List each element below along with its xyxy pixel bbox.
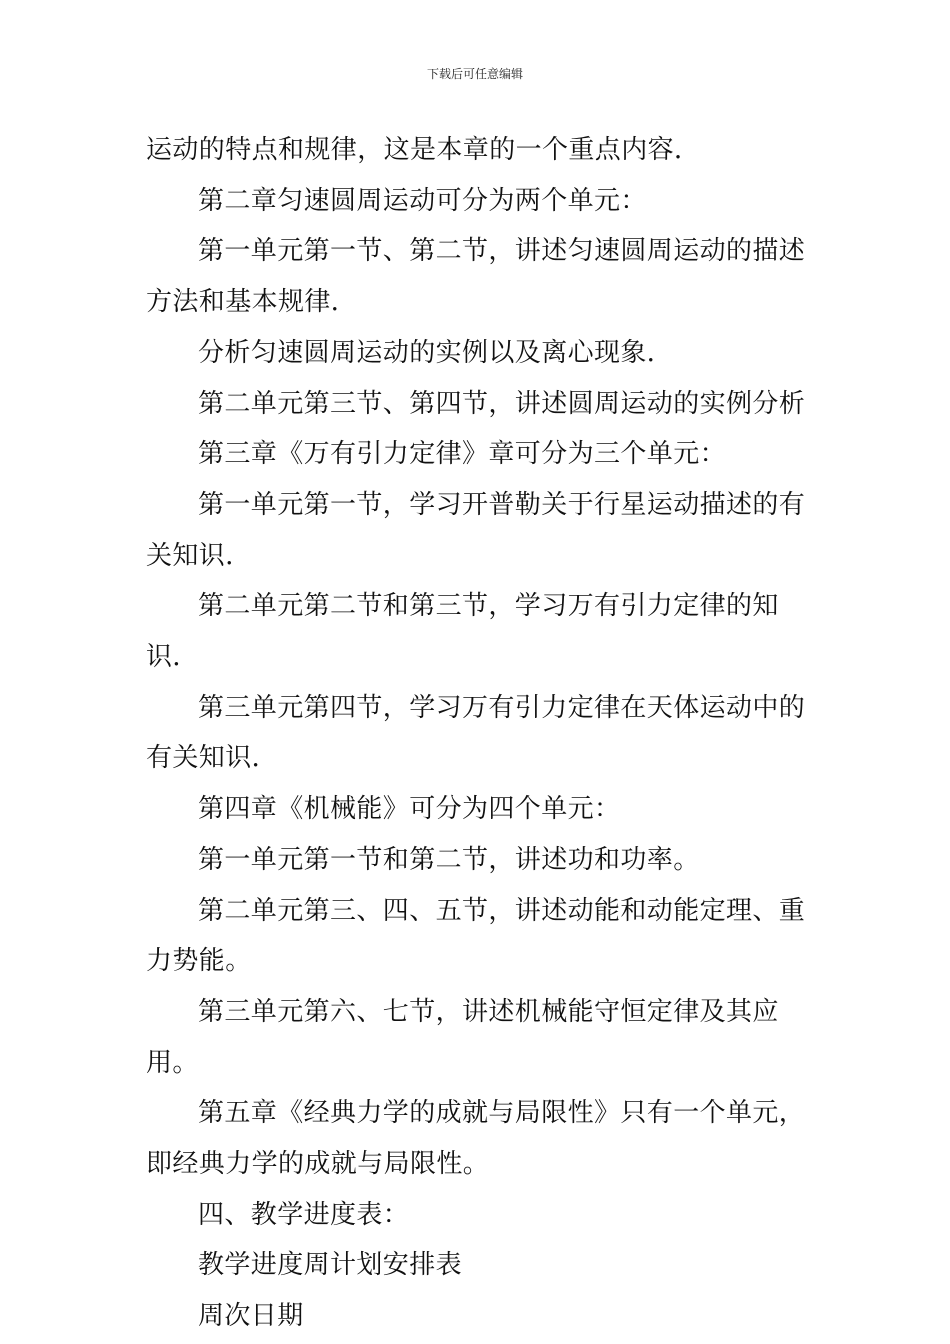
paragraph-16: 教学进度周计划安排表	[198, 1250, 463, 1281]
paragraph-14: 第五章《经典力学的成就与局限性》只有一个单元，即经典力学的成就与局限性。	[146, 1098, 806, 1180]
paragraph-12: 第二单元第三、四、五节，讲述动能和动能定理、重力势能。	[146, 895, 806, 977]
paragraph-3: 第一单元第一节、第二节，讲述匀速圆周运动的描述方法和基本规律．	[146, 236, 806, 318]
paragraph-8: 第二单元第二节和第三节，学习万有引力定律的知识．	[146, 591, 779, 673]
paragraph-2: 第二章匀速圆周运动可分为两个单元：	[198, 185, 647, 216]
paragraph-9: 第三单元第四节，学习万有引力定律在天体运动中的有关知识．	[146, 692, 806, 774]
paragraph-6: 第三章《万有引力定律》章可分为三个单元：	[198, 439, 727, 470]
paragraph-10: 第四章《机械能》可分为四个单元：	[198, 794, 621, 825]
paragraph-15: 四、教学进度表：	[198, 1199, 410, 1230]
document-body	[146, 125, 806, 1342]
page-header: 下载后可任意编辑	[426, 67, 523, 81]
paragraph-5: 第二单元第三节、第四节，讲述圆周运动的实例分析	[198, 388, 806, 419]
paragraph-17: 周次日期	[198, 1301, 304, 1332]
paragraph-7: 第一单元第一节，学习开普勒关于行星运动描述的有关知识．	[146, 489, 806, 571]
paragraph-1: 运动的特点和规律，这是本章的一个重点内容．	[146, 135, 701, 165]
paragraph-13: 第三单元第六、七节，讲述机械能守恒定律及其应用。	[146, 996, 779, 1078]
paragraph-4: 分析匀速圆周运动的实例以及离心现象．	[198, 337, 674, 368]
paragraph-11: 第一单元第一节和第二节，讲述功和功率。	[198, 844, 700, 875]
